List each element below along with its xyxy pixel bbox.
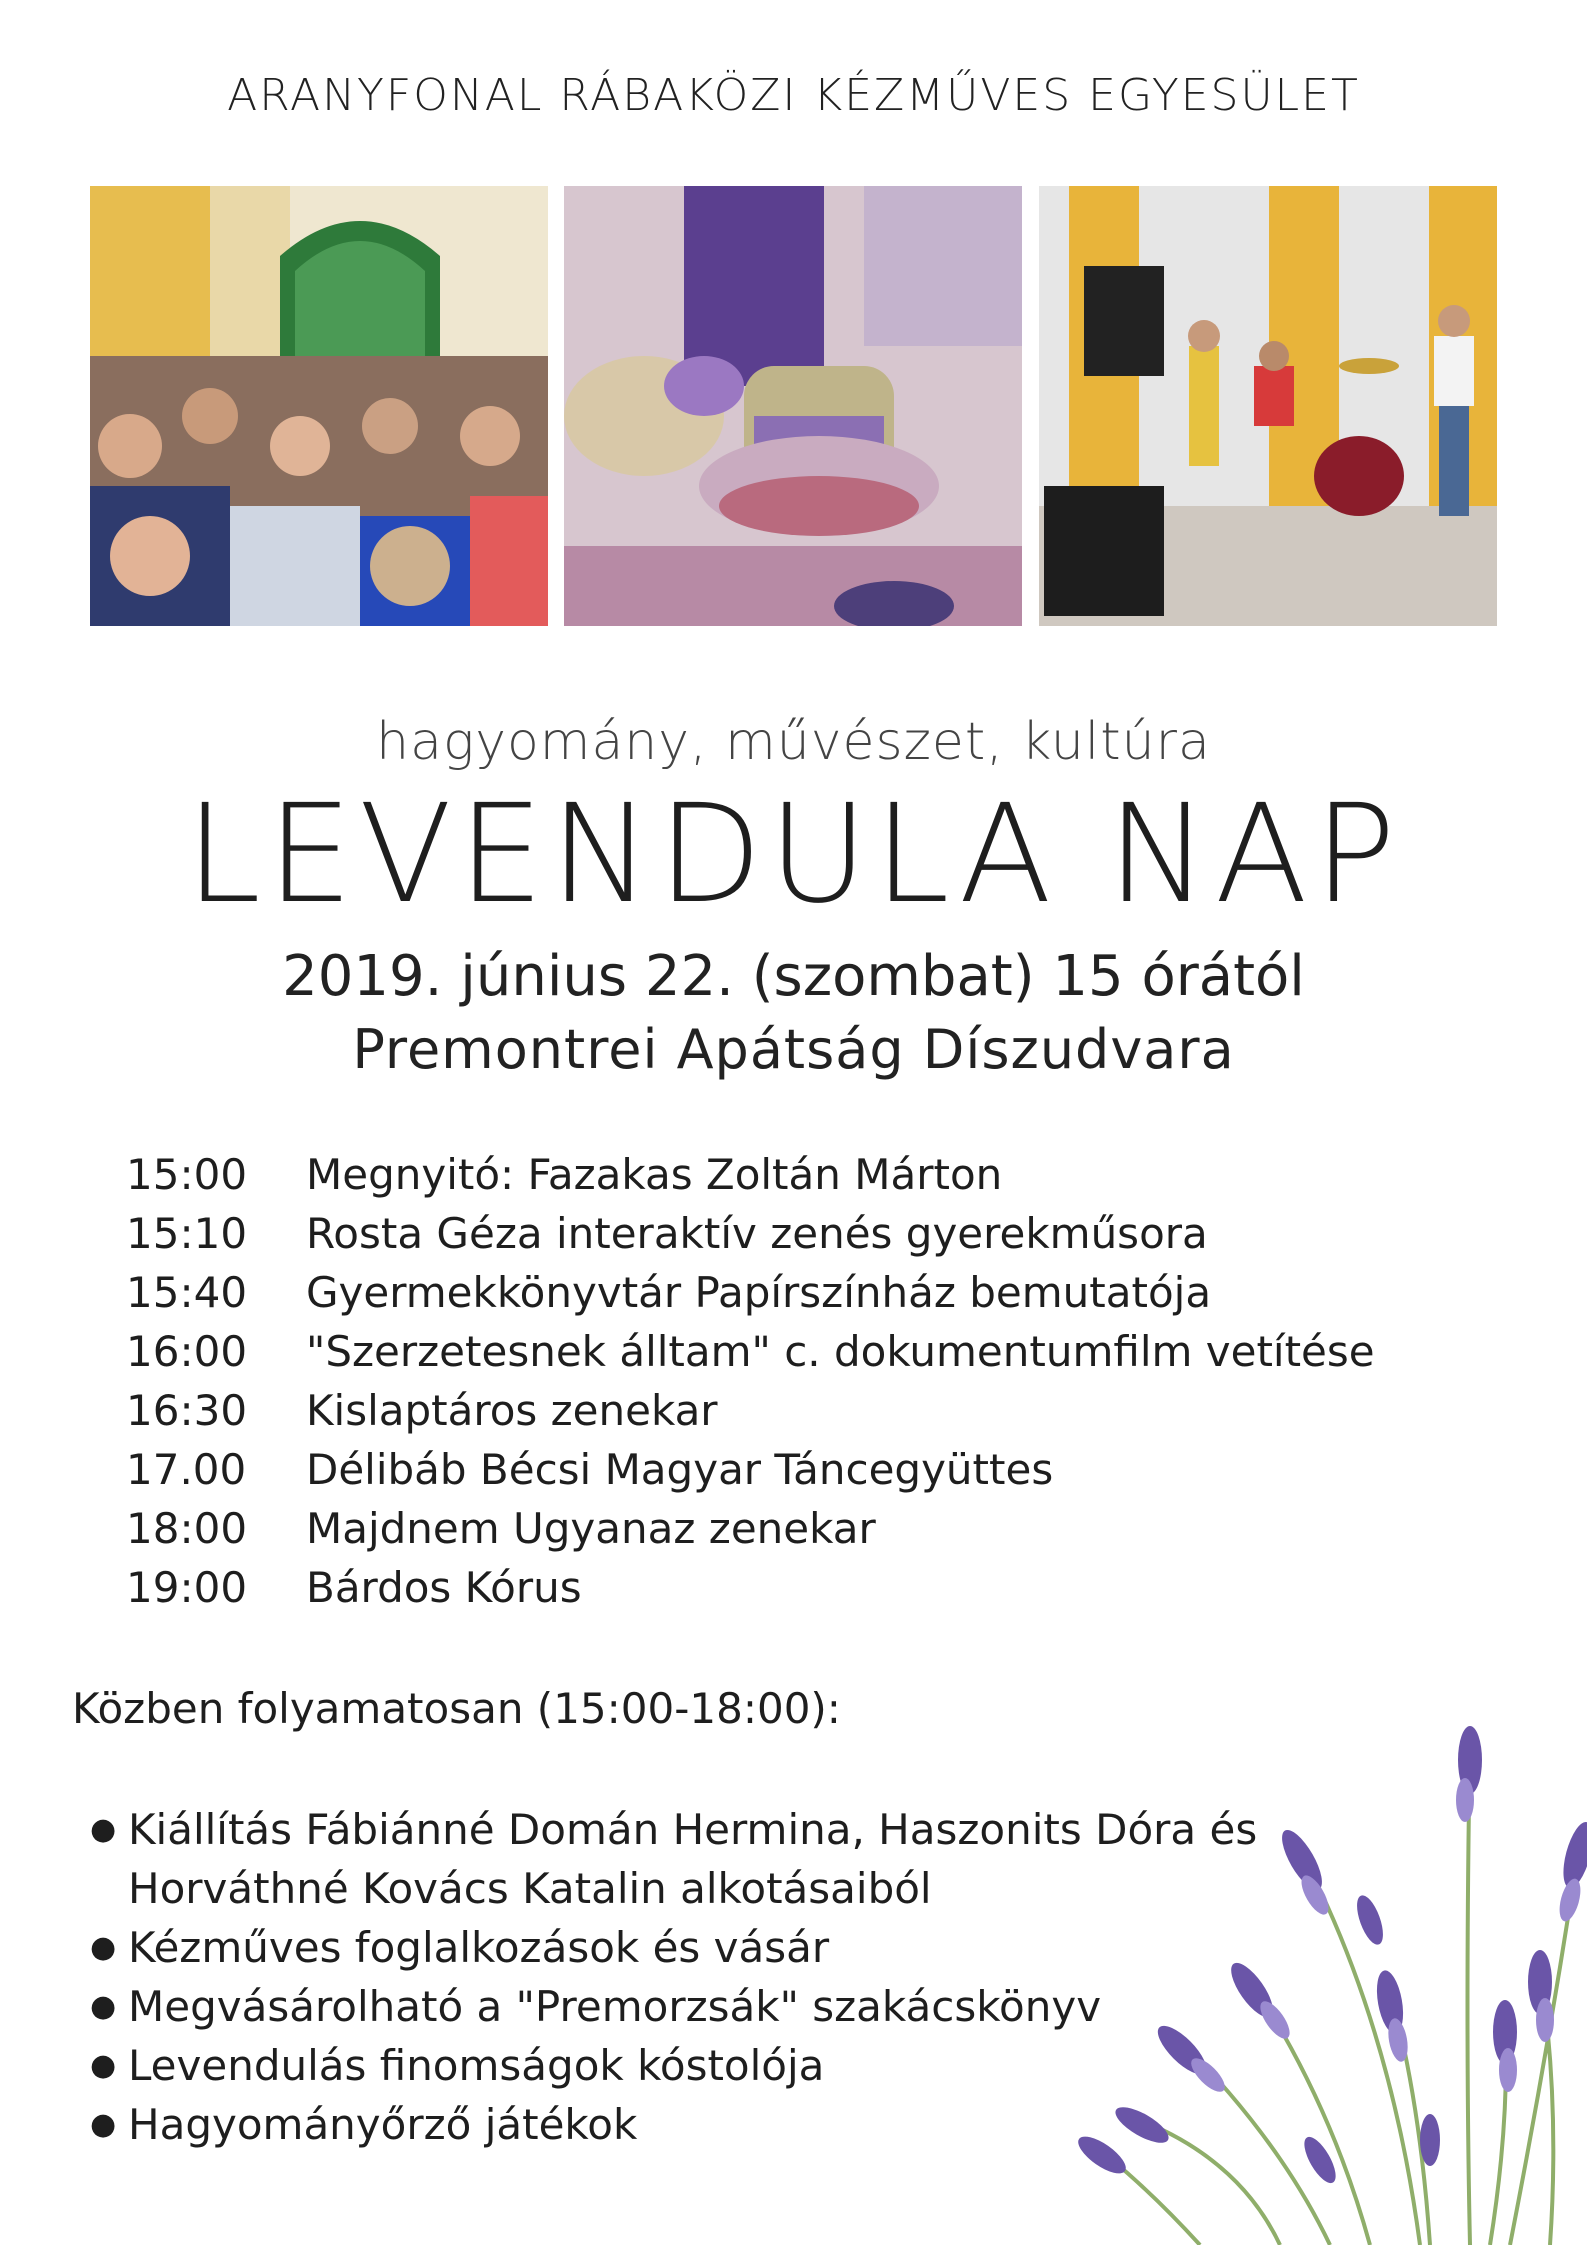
photo-strip <box>90 186 1497 626</box>
bullet-icon: ● <box>90 1930 117 1965</box>
schedule-time: 16:30 <box>126 1386 248 1435</box>
schedule-event: Bárdos Kórus <box>306 1563 582 1612</box>
schedule-row <box>126 1499 1426 1558</box>
schedule-time: 15:00 <box>126 1150 248 1199</box>
schedule-row <box>126 1440 1426 1499</box>
list-item-text: Megvásárolható a "Premorzsák" szakácskönyv <box>128 1982 1102 2031</box>
bullet-icon: ● <box>90 1812 117 1847</box>
schedule-row <box>126 1204 1426 1263</box>
schedule-row <box>126 1145 1426 1204</box>
event-date: 2019. június 22. (szombat) 15 órától <box>282 944 1305 1009</box>
bullet-icon: ● <box>90 2107 117 2142</box>
event-title: LEVENDULA NAP <box>185 776 1402 934</box>
list-item-text: Kézműves foglalkozások és vásár <box>128 1923 830 1972</box>
schedule-row <box>126 1558 1426 1617</box>
meanwhile-heading: Közben folyamatosan (15:00-18:00): <box>72 1684 841 1733</box>
schedule-time: 16:00 <box>126 1327 248 1376</box>
event-venue: Premontrei Apátság Díszudvara <box>352 1018 1235 1081</box>
schedule-event: Megnyitó: Fazakas Zoltán Márton <box>306 1150 1003 1199</box>
schedule-time: 19:00 <box>126 1563 248 1612</box>
schedule-list <box>126 1145 1426 1617</box>
schedule-row <box>126 1322 1426 1381</box>
schedule-event: Kislaptáros zenekar <box>306 1386 718 1435</box>
schedule-event: Gyermekkönyvtár Papírszínház bemutatója <box>306 1268 1212 1317</box>
schedule-event: Majdnem Ugyanaz zenekar <box>306 1504 876 1553</box>
list-item-text: Hagyományőrző játékok <box>128 2100 638 2149</box>
crowd-crafting-photo <box>90 186 548 626</box>
organization-name: ARANYFONAL RÁBAKÖZI KÉZMŰVES EGYESÜLET <box>227 70 1360 121</box>
schedule-time: 15:10 <box>126 1209 248 1258</box>
bullet-icon: ● <box>90 1989 117 2024</box>
tagline: hagyomány, művészet, kultúra <box>376 712 1211 772</box>
list-item-text: Kiállítás Fábiánné Domán Hermina, Haszonits Dóra és Horváthné Kovács Katalin alkotásaiból <box>128 1805 1258 1913</box>
bullet-icon: ● <box>90 2048 117 2083</box>
lavender-jar-photo <box>564 186 1022 626</box>
lavender-illustration <box>950 1720 1587 2245</box>
schedule-event: "Szerzetesnek álltam" c. dokumentumfilm vetítése <box>306 1327 1375 1376</box>
schedule-time: 15:40 <box>126 1268 248 1317</box>
schedule-row <box>126 1381 1426 1440</box>
schedule-event: Délibáb Bécsi Magyar Táncegyüttes <box>306 1445 1054 1494</box>
schedule-time: 18:00 <box>126 1504 248 1553</box>
schedule-event: Rosta Géza interaktív zenés gyerekműsora <box>306 1209 1208 1258</box>
schedule-time: 17.00 <box>126 1445 247 1494</box>
band-on-stage-photo <box>1039 186 1497 626</box>
list-item-text: Levendulás finomságok kóstolója <box>128 2041 825 2090</box>
schedule-row <box>126 1263 1426 1322</box>
